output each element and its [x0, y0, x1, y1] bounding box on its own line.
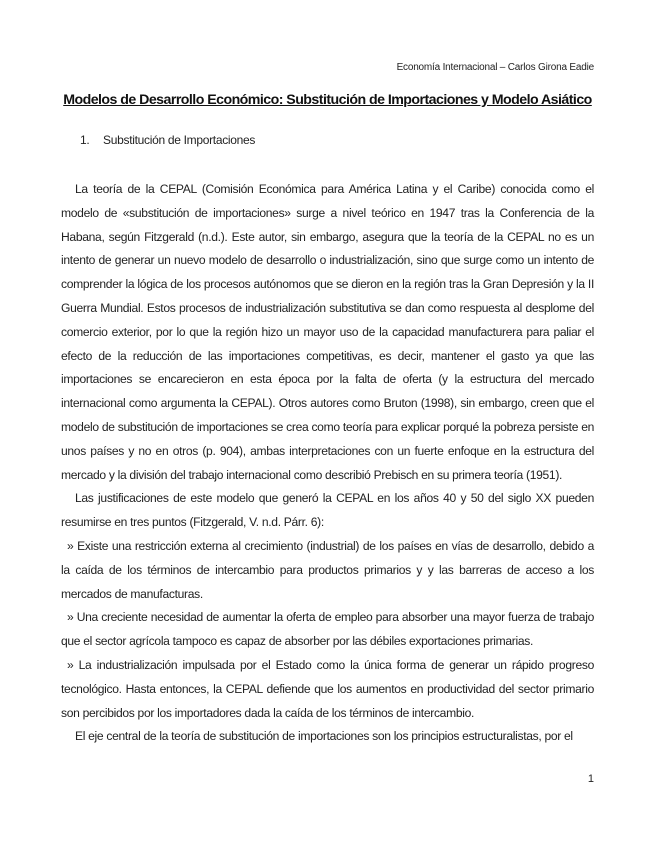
running-header: Economía Internacional – Carlos Girona Eadie	[396, 62, 594, 73]
page-number: 1	[587, 773, 594, 785]
list-item: » La industrialización impulsada por el Estado como la única forma de generar un rápido progreso tecnológico. Hasta entonces, la CEPAL defiende que los aumentos en productividad del sector primario son percibidos por los importadores dada la caída de los términos de intercambio.	[61, 657, 594, 720]
list-item: » Una creciente necesidad de aumentar la oferta de empleo para absorber una mayor fuerza de trabajo que el sector agrícola tampoco es capaz de absorber por las débiles exportaciones primarias.	[61, 610, 594, 649]
section-number: 1.	[80, 133, 90, 147]
list-item: » Existe una restricción externa al crecimiento (industrial) de los países en vías de desarrollo, debido a la caída de los términos de intercambio para productos primarios y y las barreras de acceso a los mercados de manufacturas.	[61, 538, 594, 601]
paragraph: Las justificaciones de este modelo que generó la CEPAL en los años 40 y 50 del siglo XX pueden resumirse en tres puntos (Fitzgerald, V. n.d. Párr. 6):	[61, 491, 594, 530]
document-body	[61, 178, 594, 749]
section-label: Substitución de Importaciones	[103, 133, 256, 147]
paragraph: El eje central de la teoría de substitución de importaciones son los principios estructuralistas, por el	[75, 729, 573, 744]
document-title: Modelos de Desarrollo Económico: Substitución de Importaciones y Modelo Asiático	[63, 92, 592, 108]
paragraph: La teoría de la CEPAL (Comisión Económica para América Latina y el Caribe) conocida como el modelo de «substitución de importaciones» surge a nivel teórico en 1947 tras la Conferencia de la Habana, según Fitzgerald (n.d.). Este autor, sin embargo, asegura que la teoría de la CEPAL no es un intento de generar un nuevo modelo de desarrollo o industrialización, sino que surge como un intento de comprender la lógica de los procesos autónomos que se dieron en la región tras la Gran Depresión y la II Guerra Mundial. Estos procesos de industrialización substitutiva se dan como respuesta al desplome del comercio exterior, por lo que la región hizo un mayor uso de la capacidad manufacturera para paliar el efecto de la reducción de las importaciones competitivas, es decir, mantener el gasto ya que las importaciones se encarecieron en esta época por la falta de oferta (y la estructura del mercado internacional como argumenta la CEPAL). Otros autores como Bruton (1998), sin embargo, creen que el modelo de substitución de importaciones se crea como teoría para explicar porqué la pobreza persiste en unos países y no en otros (p. 904), ambas interpretaciones con un fuerte enfoque en la estructura del mercado y la división del trabajo internacional como describió Prebisch en su primera teoría (1951).	[61, 182, 594, 482]
section-heading	[80, 133, 255, 147]
